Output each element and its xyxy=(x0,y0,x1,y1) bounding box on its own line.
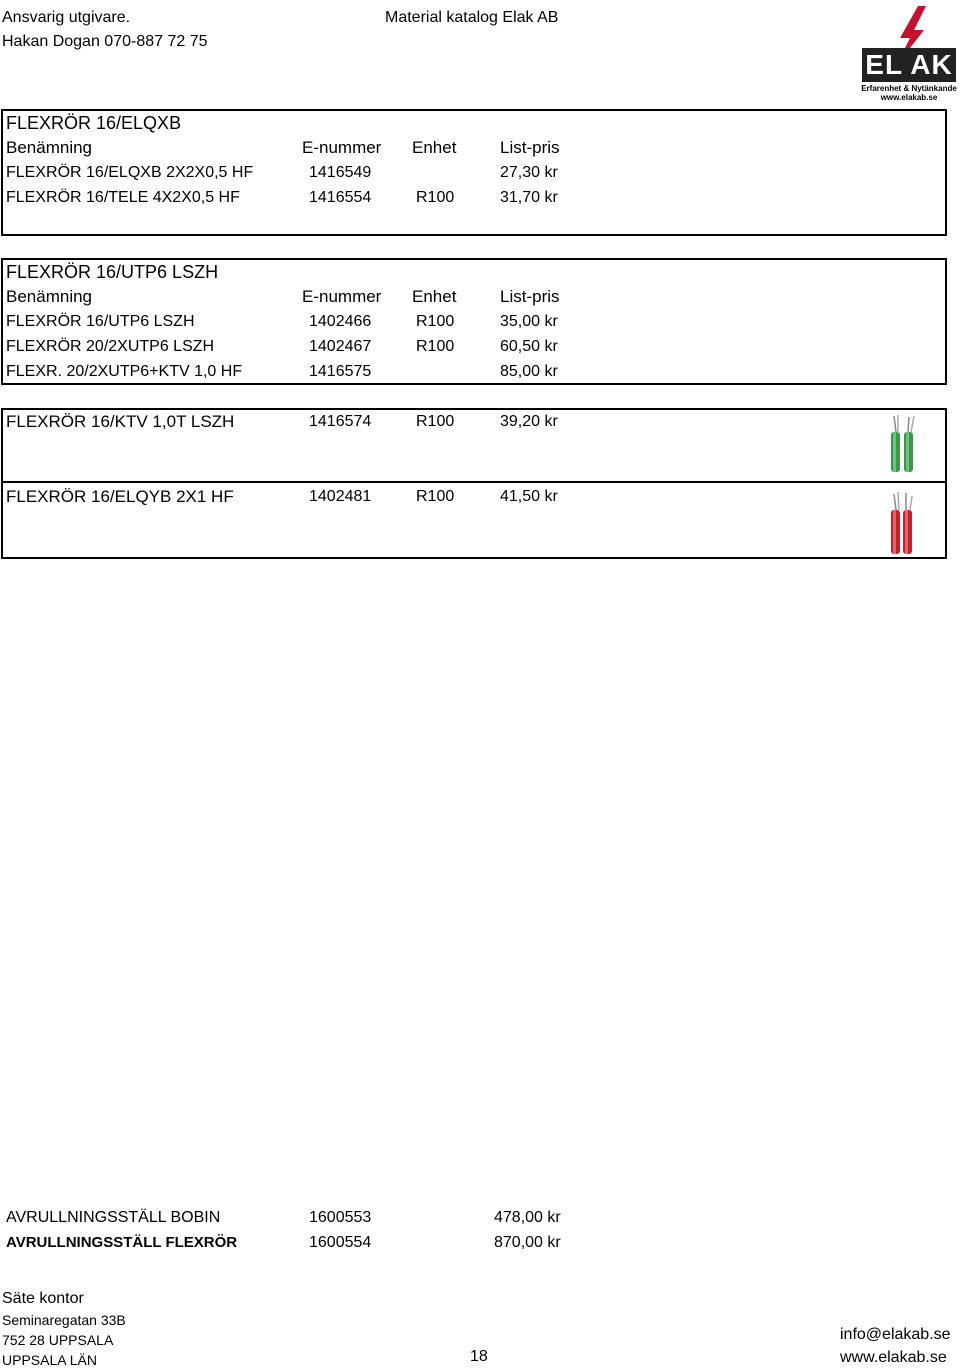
product-name: FLEXRÖR 16/ELQYB 2X1 HF xyxy=(6,487,234,506)
product-enummer: 1402481 xyxy=(309,488,372,505)
row-price: 85,00 kr xyxy=(500,363,558,380)
contact-email[interactable]: info@elakab.se xyxy=(840,1326,951,1343)
product-price: 41,50 kr xyxy=(500,488,558,505)
section-divider xyxy=(1,481,947,483)
row-unit: R100 xyxy=(416,189,455,206)
reel-enummer: 1600553 xyxy=(309,1209,372,1226)
row-name: FLEXRÖR 16/ELQXB 2X2X0,5 HF xyxy=(6,164,254,181)
row-price: 35,00 kr xyxy=(500,313,558,330)
elak-logo xyxy=(860,4,958,102)
red-cable-icon xyxy=(884,490,924,556)
office-street: Seminaregatan 33B xyxy=(2,1312,126,1328)
col-header-unit: Enhet xyxy=(412,287,457,306)
product-unit: R100 xyxy=(416,488,455,505)
publisher-label: Ansvarig utgivare. xyxy=(2,9,131,26)
catalog-title: Material katalog Elak AB xyxy=(385,9,559,26)
logo-tagline: Erfarenhet & Nytänkande xyxy=(861,84,957,93)
contact-website[interactable]: www.elakab.se xyxy=(840,1349,947,1366)
row-price: 60,50 kr xyxy=(500,338,558,355)
reel-enummer: 1600554 xyxy=(309,1234,372,1251)
publisher-name: Hakan Dogan 070-887 72 75 xyxy=(2,33,208,50)
office-postal: 752 28 UPPSALA xyxy=(2,1332,114,1348)
row-unit: R100 xyxy=(416,338,455,355)
reel-name: AVRULLNINGSSTÄLL FLEXRÖR xyxy=(6,1234,238,1251)
section-title: FLEXRÖR 16/ELQXB xyxy=(6,113,182,133)
col-header-unit: Enhet xyxy=(412,138,457,157)
row-enummer: 1402466 xyxy=(309,313,372,330)
product-name: FLEXRÖR 16/KTV 1,0T LSZH xyxy=(6,412,235,431)
logo-wordmark: EL AK xyxy=(862,48,956,82)
row-unit: R100 xyxy=(416,313,455,330)
page-number: 18 xyxy=(470,1348,488,1365)
row-enummer: 1402467 xyxy=(309,338,372,355)
col-header-name: Benämning xyxy=(6,287,93,306)
row-enummer: 1416554 xyxy=(309,189,372,206)
row-name: FLEXRÖR 20/2XUTP6 LSZH xyxy=(6,338,215,355)
row-enummer: 1416575 xyxy=(309,363,372,380)
office-label: Säte kontor xyxy=(2,1290,84,1307)
office-county: UPPSALA LÄN xyxy=(2,1352,97,1368)
row-enummer: 1416549 xyxy=(309,164,372,181)
product-enummer: 1416574 xyxy=(309,413,372,430)
col-header-enummer: E-nummer xyxy=(302,287,382,306)
row-price: 27,30 kr xyxy=(500,164,558,181)
col-header-price: List-pris xyxy=(500,287,560,306)
row-price: 31,70 kr xyxy=(500,189,558,206)
reel-price: 870,00 kr xyxy=(494,1234,561,1251)
col-header-name: Benämning xyxy=(6,138,93,157)
product-price: 39,20 kr xyxy=(500,413,558,430)
row-name: FLEXR. 20/2XUTP6+KTV 1,0 HF xyxy=(6,363,243,380)
col-header-price: List-pris xyxy=(500,138,560,157)
col-header-enummer: E-nummer xyxy=(302,138,382,157)
section-title: FLEXRÖR 16/UTP6 LSZH xyxy=(6,262,219,282)
green-cable-icon xyxy=(884,412,924,474)
reel-price: 478,00 kr xyxy=(494,1209,561,1226)
product-unit: R100 xyxy=(416,413,455,430)
row-name: FLEXRÖR 16/UTP6 LSZH xyxy=(6,313,195,330)
row-name: FLEXRÖR 16/TELE 4X2X0,5 HF xyxy=(6,189,240,206)
reel-name: AVRULLNINGSSTÄLL BOBIN xyxy=(6,1209,221,1226)
logo-url: www.elakab.se xyxy=(880,93,938,102)
